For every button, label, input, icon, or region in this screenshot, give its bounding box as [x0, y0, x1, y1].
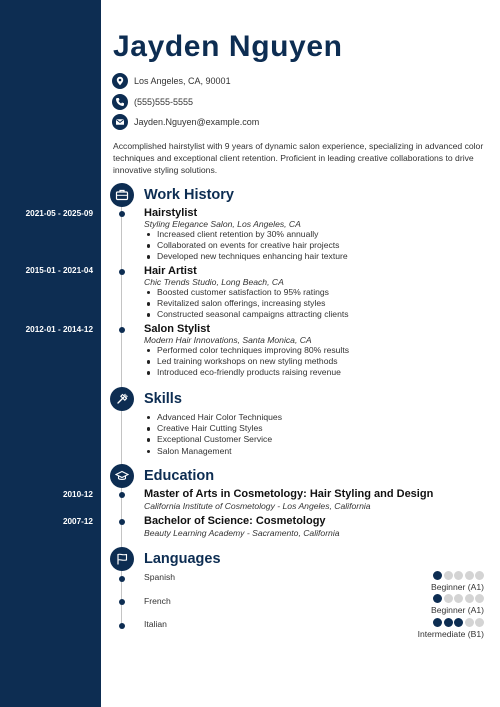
list-item: Revitalized salon offerings, increasing styles [146, 298, 349, 309]
education-school: California Institute of Cosmetology - Los Angeles, California [144, 501, 371, 511]
rating-dot-filled [444, 618, 453, 627]
language-level: Intermediate (B1) [417, 629, 484, 639]
language-level: Beginner (A1) [430, 582, 484, 592]
education-degree: Bachelor of Science: Cosmetology [144, 515, 326, 527]
phone-text[interactable]: (555)555-5555 [134, 97, 194, 107]
rating-dot-filled [433, 571, 442, 580]
list-item: Salon Management [146, 446, 282, 457]
skills-list [146, 412, 282, 457]
job-company: Styling Elegance Salon, Los Angeles, CA [144, 219, 301, 229]
rating-dot-empty [465, 618, 474, 627]
education-year: 2007-12 [62, 517, 93, 526]
job-date: 2015-01 - 2021-04 [25, 266, 93, 275]
rating-dot-empty [454, 571, 463, 580]
education-school: Beauty Learning Academy - Sacramento, California [144, 528, 340, 538]
job-company: Chic Trends Studio, Long Beach, CA [144, 277, 284, 287]
timeline-dot [119, 576, 125, 582]
language-rating [433, 618, 484, 627]
job-title: Salon Stylist [144, 323, 211, 335]
list-item: Advanced Hair Color Techniques [146, 412, 282, 423]
location-text: Los Angeles, CA, 90001 [134, 76, 231, 86]
candidate-name: Jayden Nguyen [113, 30, 343, 63]
professional-summary: Accomplished hairstylist with 9 years of dynamic salon experience, specializing in advanced color techniques and exceptional client retention. Proficient in leading creative collaborations to drive innovative styling solutions. [113, 141, 484, 175]
list-item: Creative Hair Cutting Styles [146, 423, 282, 434]
education-year: 2010-12 [62, 490, 93, 499]
section-title-skills: Skills [144, 391, 182, 407]
list-item: Boosted customer satisfaction to 95% ratings [146, 287, 349, 298]
language-rating [433, 594, 484, 603]
job-bullets [146, 287, 349, 321]
language-name: Spanish [144, 572, 176, 582]
rating-dot-empty [475, 594, 484, 603]
flag-icon [110, 547, 134, 571]
language-name: French [144, 596, 171, 606]
timeline-dot [119, 623, 125, 629]
rating-dot-filled [433, 594, 442, 603]
email-icon [112, 114, 128, 130]
section-title-work-history: Work History [144, 187, 234, 203]
contact-email [112, 114, 259, 130]
phone-icon [112, 94, 128, 110]
contact-location [112, 73, 231, 89]
hair-tools-icon [110, 387, 134, 411]
timeline-dot [119, 492, 125, 498]
rating-dot-empty [475, 571, 484, 580]
job-company: Modern Hair Innovations, Santa Monica, CA [144, 335, 312, 345]
job-date: 2012-01 - 2014-12 [25, 325, 93, 334]
rating-dot-empty [465, 594, 474, 603]
rating-dot-empty [454, 594, 463, 603]
job-bullets [146, 345, 349, 379]
list-item: Introduced eco-friendly products raising revenue [146, 367, 349, 378]
rating-dot-filled [454, 618, 463, 627]
job-title: Hairstylist [144, 207, 198, 219]
job-date: 2021-05 - 2025-09 [25, 209, 93, 218]
language-name: Italian [144, 619, 167, 629]
section-title-education: Education [144, 468, 215, 484]
list-item: Developed new techniques enhancing hair texture [146, 251, 348, 262]
list-item: Collaborated on events for creative hair projects [146, 240, 348, 251]
rating-dot-empty [444, 594, 453, 603]
list-item: Performed color techniques improving 80% results [146, 345, 349, 356]
sidebar [0, 0, 101, 707]
section-title-languages: Languages [144, 551, 221, 567]
list-item: Exceptional Customer Service [146, 434, 282, 445]
rating-dot-filled [433, 618, 442, 627]
email-text[interactable]: Jayden.Nguyen@example.com [134, 117, 260, 127]
location-pin-icon [112, 73, 128, 89]
timeline-dot [119, 211, 125, 217]
job-bullets [146, 229, 348, 263]
education-degree: Master of Arts in Cosmetology: Hair Styling and Design [144, 488, 434, 500]
rating-dot-empty [475, 618, 484, 627]
list-item: Constructed seasonal campaigns attracting clients [146, 309, 349, 320]
language-rating [433, 571, 484, 580]
briefcase-icon [110, 183, 134, 207]
timeline-dot [119, 327, 125, 333]
job-title: Hair Artist [144, 265, 197, 277]
rating-dot-empty [465, 571, 474, 580]
timeline-dot [119, 269, 125, 275]
rating-dot-empty [444, 571, 453, 580]
language-level: Beginner (A1) [430, 605, 484, 615]
contact-phone [112, 94, 193, 110]
timeline-dot [119, 519, 125, 525]
list-item: Led training workshops on new styling methods [146, 356, 349, 367]
timeline-dot [119, 599, 125, 605]
graduation-cap-icon [110, 464, 134, 488]
list-item: Increased client retention by 30% annually [146, 229, 348, 240]
